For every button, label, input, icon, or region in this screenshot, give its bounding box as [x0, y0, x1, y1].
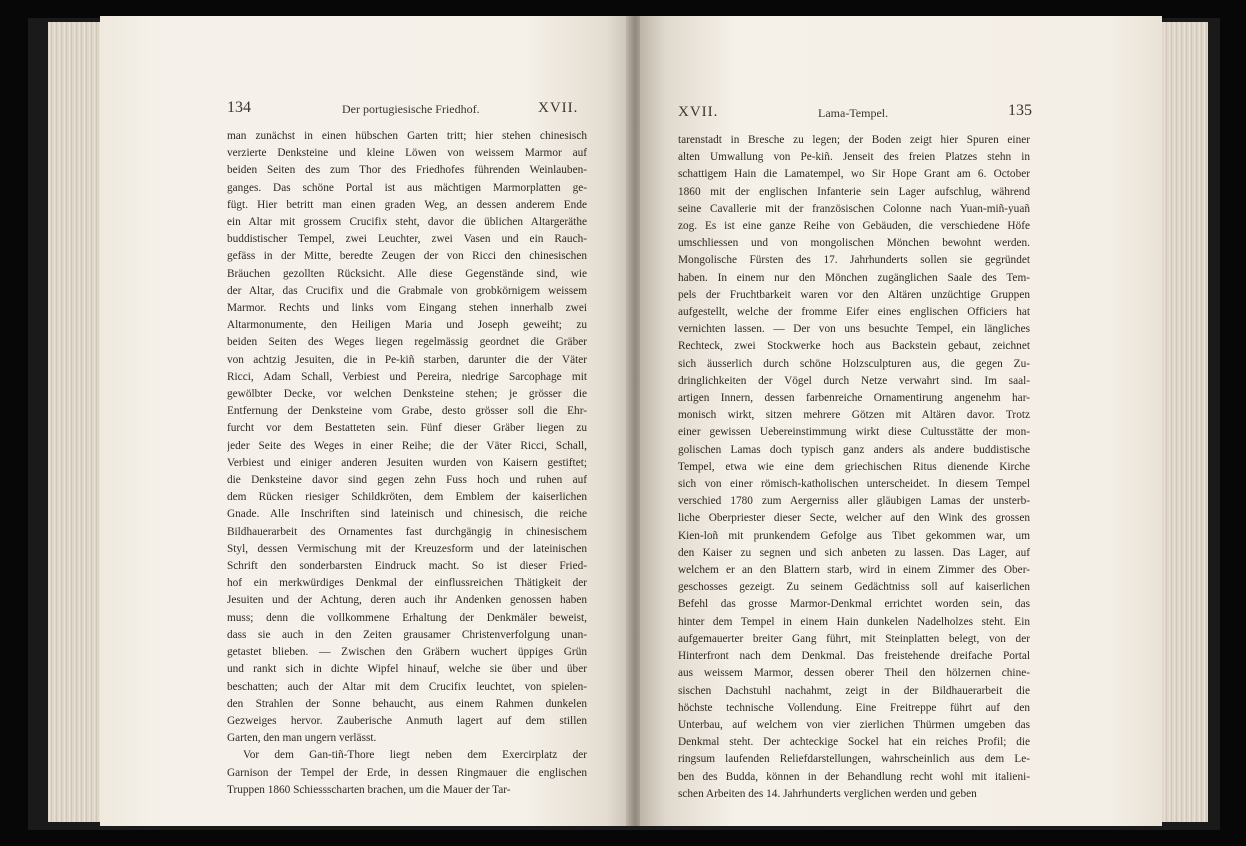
text-line: welchem er an den Blattern starb, wird in einem Zimmer des Ober-: [678, 564, 1030, 577]
text-line: Garnison der Tempel der Erde, in dessen Ringmauer die englischen: [227, 766, 587, 779]
text-line: Hinterfront nach dem Denkmal. Das freistehende dreifache Portal: [678, 650, 1030, 663]
text-line: schen Arbeiten des 14. Jahrhunderts verglichen werden und geben: [678, 787, 977, 800]
text-line: ganges. Das schöne Portal ist aus mächtigen Marmorplatten ge-: [227, 181, 587, 194]
text-line: tarenstadt in Bresche zu legen; der Boden zeigt hier Spuren einer: [678, 134, 1030, 146]
text-line: Gnade. Alle Inschriften sind lateinisch und chinesisch, die reiche: [227, 508, 587, 521]
text-line: furcht vor dem Bestatteten sein. Fünf dieser Gräber liegen zu: [227, 422, 587, 435]
text-line: Gezweiges hervor. Zauberische Anmuth lagert auf dem stillen: [227, 714, 587, 727]
text-line: sich von einer römisch-katholischen unterscheidet. In diesem Tempel: [678, 478, 1030, 491]
left-page-number: 134: [227, 99, 251, 116]
text-line: getastet blieben. — Zwischen den Gräbern wuchert üppiges Grün: [227, 646, 587, 659]
text-line: Truppen 1860 Schiessscharten brachen, um die Mauer der Tar-: [227, 783, 511, 796]
text-line: den Strahlen der Sonne behaucht, aus einem Rahmen dunkelen: [227, 697, 587, 710]
text-line: Kien-loñ mit prunkendem Gefolge aus Tibet gekommen war, um: [678, 529, 1030, 542]
text-line: aus weissem Marmor, dessen oberer Theil den hölzernen chine-: [678, 667, 1030, 680]
text-line: seine Cavallerie mit der französischen Colonne nach Yuan-miñ-yuañ: [678, 202, 1030, 215]
right-page-number: 135: [1008, 102, 1032, 119]
text-line: dringlichkeiten der Vögel durch Netze verwahrt sind. Im saal-: [678, 374, 1030, 387]
text-line: beiden Seiten des Weges liegen regelmässig geordnet die Gräber: [227, 336, 587, 349]
text-line: dem Rücken riesiger Schildkröten, dem Emblem der kaiserlichen: [227, 491, 587, 504]
text-line: Entfernung der Denksteine vom Grabe, desto grösser soll die Ehr-: [227, 405, 587, 418]
text-line: gewölbter Decke, vor welchen Denksteine stehen; je grösser die: [227, 388, 587, 401]
text-line: sischen Dachstuhl nachahmt, zeigt in der Bildhauerarbeit die: [678, 684, 1030, 697]
left-page: [100, 16, 632, 826]
text-line: aufgestellt, welche der fromme Eifer eines englischen Officiers hat: [678, 306, 1030, 319]
text-line: gefäss in der Mitte, beredte Zeugen der von Ricci den chinesischen: [227, 250, 587, 263]
text-line: zog. Es ist eine ganze Reihe von Gebäuden, die verschiedene Höfe: [678, 220, 1030, 233]
text-line: ringsum laufenden Reliefdarstellungen, wahrscheinlich aus dem Le-: [678, 753, 1030, 766]
text-line: dass sie auch in den Zeiten grausamer Christenverfolgung unan-: [227, 628, 587, 641]
text-line: Verbiest und einiger anderen Jesuiten wurden von Kaisern gestiftet;: [227, 456, 587, 469]
right-chapter-number: XVII.: [678, 104, 719, 120]
text-line: Bildhauerarbeit des Ornamentes fast durchgängig in chinesischem: [227, 525, 587, 538]
text-line: Altarmonumente, den Heiligen Maria und Joseph geweiht; zu: [227, 319, 587, 332]
text-line: hinter dem Tempel in einem Hain dunkelen Nadelholzes steht. Ein: [678, 615, 1030, 628]
text-line: aufgemauerter breiter Gang führt, mit Steinplatten belegt, von der: [678, 632, 1030, 645]
text-line: Rechteck, zwei Stockwerke hoch aus Backstein gebaut, zeichnet: [678, 340, 1030, 353]
left-chapter-number: XVII.: [538, 100, 579, 116]
text-line: ben des Budda, können in der Behandlung recht wohl mit italieni-: [678, 770, 1030, 783]
right-running-head: Lama-Tempel.: [818, 106, 889, 120]
text-line: haben. In einem nur den Mönchen zugänglichen Saale des Tem-: [678, 271, 1030, 284]
text-line: Unterbau, auf welchem von vier zierlichen Thürmen umgeben das: [678, 718, 1030, 731]
text-line: Tempel, etwa wie eine dem griechischen Ritus dienende Kirche: [678, 460, 1030, 473]
text-line: fügt. Hier betritt man einen graden Weg, an dessen anderem Ende: [227, 198, 587, 211]
text-line: Schrift den sonderbarsten Eindruck macht. So ist dieser Fried-: [227, 560, 587, 573]
text-line: ein Altar mit grossem Crucifix steht, davor die üblichen Altargeräthe: [227, 216, 587, 229]
text-line: Ricci, Adam Schall, Verbiest und Pereira, niedrige Sarcophage mit: [227, 370, 587, 383]
text-line: und rankt sich in dichte Wipfel hinauf, welche sie über und über: [227, 663, 587, 676]
text-line: Styl, dessen Vermischung mit der Kreuzesform und der lateinischen: [227, 542, 587, 555]
text-line: hof ein merkwürdiges Denkmal der einflussreichen Thätigkeit der: [227, 577, 587, 590]
right-body-text: [678, 132, 1030, 803]
text-line: Bräuchen gezollten Rücksicht. Alle diese Gegenstände sind, wie: [227, 267, 587, 280]
text-line: golischen Lamas doch typisch ganz anders als andere buddistische: [678, 443, 1030, 456]
text-line: buddistischer Tempel, zwei Leuchter, zwei Vasen und ein Rauch-: [227, 233, 587, 246]
right-page: [640, 16, 1162, 826]
text-line: beschatten; auch der Altar mit dem Crucifix leuchtet, von spielen-: [227, 680, 587, 693]
text-line: Jesuiten und der Achtung, deren auch ihr Andenken genossen haben: [227, 594, 587, 607]
left-running-head: Der portugiesische Friedhof.: [342, 102, 480, 116]
text-line: sich äusserlich durch schöne Holzsculpturen aus, die gegen Zu-: [678, 357, 1030, 370]
text-line: einer gewissen Uebereinstimmung wirkt diese Cultusstätte der mon-: [678, 426, 1030, 439]
text-line: umschliessen und von mongolischen Mönchen bewohnt werden.: [678, 237, 1030, 250]
text-line: alten Umwallung von Pe-kiñ. Jenseit des freien Platzes stehn in: [678, 151, 1030, 164]
text-line: Vor dem Gan-tiñ-Thore liegt neben dem Exercirplatz der: [243, 749, 587, 762]
text-line: höchste technische Vollendung. Eine Freitreppe führt auf den: [678, 701, 1030, 714]
text-line: Mongolische Fürsten des 17. Jahrhunderts sollen sie gegründet: [678, 254, 1030, 267]
text-line: artigen Innern, dessen farbenreiche Ornamentirung angenehm har-: [678, 392, 1030, 405]
text-line: verschied 1780 zum Aergerniss aller gläubigen Lamas der unsterb-: [678, 495, 1030, 508]
text-line: liche Oberpriester dieser Secte, welcher auf den Wink des grossen: [678, 512, 1030, 525]
text-line: muss; denn die vollkommene Erhaltung der Denkmäler beweist,: [227, 611, 587, 624]
text-line: monisch wirkt, sitzen mehrere Götzen mit Altären davor. Trotz: [678, 409, 1030, 422]
left-page-edges: [48, 22, 108, 822]
text-line: 1860 mit der englischen Infanterie sein Lager aufschlug, während: [678, 185, 1030, 198]
text-line: die Denksteine davor sind gegen zehn Fuss hoch und ruhen auf: [227, 474, 587, 487]
text-line: von achtzig Jesuiten, die in Pe-kiñ starben, darunter die der Väter: [227, 353, 587, 366]
text-line: Marmor. Rechts und links vom Eingang stehen innerhalb zwei: [227, 302, 587, 315]
right-page-edges: [1158, 22, 1208, 822]
text-line: schattigem Hain die Lamatempel, wo Sir Hope Grant am 6. October: [678, 168, 1030, 181]
text-line: pels der Fruchtbarkeit waren vor den Altären unzüchtige Gruppen: [678, 288, 1030, 301]
text-line: Denkmal steht. Der achteckige Sockel hat ein reiches Profil; die: [678, 736, 1030, 749]
text-line: geschosses gezeigt. Zu seinem Gedächtniss soll auf kaiserlichen: [678, 581, 1030, 594]
text-line: vernichten lassen. — Der von uns besuchte Tempel, ein längliches: [678, 323, 1030, 336]
left-body-text: [227, 128, 587, 799]
text-line: beiden Seiten des zum Thor des Friedhofes führenden Weinlauben-: [227, 164, 587, 177]
text-line: verzierte Denksteine und kleine Löwen von weissem Marmor auf: [227, 147, 587, 160]
text-line: man zunächst in einen hübschen Garten tritt; hier stehen chinesisch: [227, 130, 587, 142]
text-line: jeder Seite des Weges in einer Reihe; die der Väter Ricci, Schall,: [227, 439, 587, 452]
text-line: der Altar, das Crucifix und die Grabmale von grobkörnigem weissem: [227, 284, 587, 297]
text-line: den Kaiser zu segnen und sich anbeten zu lassen. Das Lager, auf: [678, 546, 1030, 559]
text-line: Garten, den man ungern verlässt.: [227, 732, 377, 745]
text-line: Befehl das grosse Marmor-Denkmal errichtet worden sein, das: [678, 598, 1030, 611]
